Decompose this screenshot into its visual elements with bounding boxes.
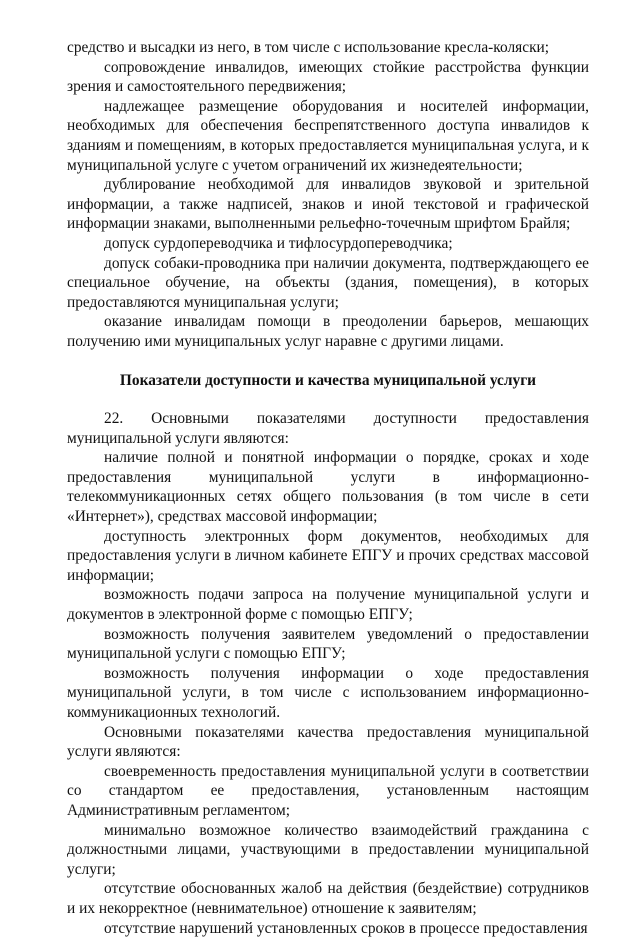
paragraph-top-7: оказание инвалидам помощи в преодолении барьеров, мешающих получению ими муниципальных услуг наравне с другими лицами. <box>67 313 589 350</box>
paragraph-bottom-8: своевременность предоставления муниципальной услуги в соответствии со стандартом ее предоставления, установленным настоящим Административным регламентом; <box>67 762 589 819</box>
paragraph-top-4: дублирование необходимой для инвалидов звуковой и зрительной информации, а также надписей, знаков и иной текстовой и графической информации знаками, выполненными рельефно-точечным шрифтом Брайля; <box>67 176 589 233</box>
document-page <box>67 38 589 938</box>
paragraph-bottom-4: возможность подачи запроса на получение муниципальной услуги и документов в электронной форме с помощью ЕПГУ; <box>67 586 589 624</box>
paragraph-top-1: средство и высадки из него, в том числе с использование кресла-коляски; <box>67 39 550 56</box>
paragraph-bottom-6: возможность получения информации о ходе предоставления муниципальной услуги, в том числе с использованием информационно-коммуникационных технологий. <box>67 664 589 721</box>
paragraph-bottom-5: возможность получения заявителем уведомлений о предоставлении муниципальной услуги с помощью ЕПГУ; <box>67 625 589 663</box>
paragraph-top-3: надлежащее размещение оборудования и носителей информации, необходимых для обеспечения беспрепятственного доступа инвалидов к зданиям и помещениям, в которых предоставляется муниципальная услуга, и к муниципальной услуге с учетом ограничений их жизнедеятельности; <box>67 97 589 174</box>
paragraph-bottom-11: отсутствие нарушений установленных сроков в процессе предоставления <box>104 919 588 937</box>
paragraph-bottom-2: наличие полной и понятной информации о порядке, сроках и ходе предоставления муниципальной услуги в информационно-телекоммуникационных сетях общего пользования (в том числе в сети «Интернет»), средствах массовой информации; <box>67 449 589 526</box>
paragraph-bottom-9: минимально возможное количество взаимодействий гражданина с должностными лицами, участвующими в предоставлении муниципальной услуги; <box>67 821 589 878</box>
paragraph-top-6: допуск собаки-проводника при наличии документа, подтверждающего ее специальное обучение, на объекты (здания, помещения), в которых предоставляются муниципальная услуги; <box>67 254 589 311</box>
section-heading: Показатели доступности и качества муниципальной услуги <box>119 371 537 389</box>
paragraph-bottom-3: доступность электронных форм документов, необходимых для предоставления услуги в личном кабинете ЕПГУ и прочих средствах массовой информации; <box>67 527 589 584</box>
paragraph-bottom-10: отсутствие обоснованных жалоб на действия (бездействие) сотрудников и их некорректное (невнимательное) отношение к заявителям; <box>67 880 589 917</box>
paragraph-bottom-7: Основными показателями качества предоставления муниципальной услуги являются: <box>67 723 589 761</box>
paragraph-top-5: допуск сурдопереводчика и тифлосурдопереводчика; <box>104 234 453 252</box>
paragraph-top-2: сопровождение инвалидов, имеющих стойкие расстройства функции зрения и самостоятельного передвижения; <box>67 58 589 96</box>
paragraph-bottom-1: 22. Основными показателями доступности предоставления муниципальной услуги являются: <box>67 410 589 447</box>
